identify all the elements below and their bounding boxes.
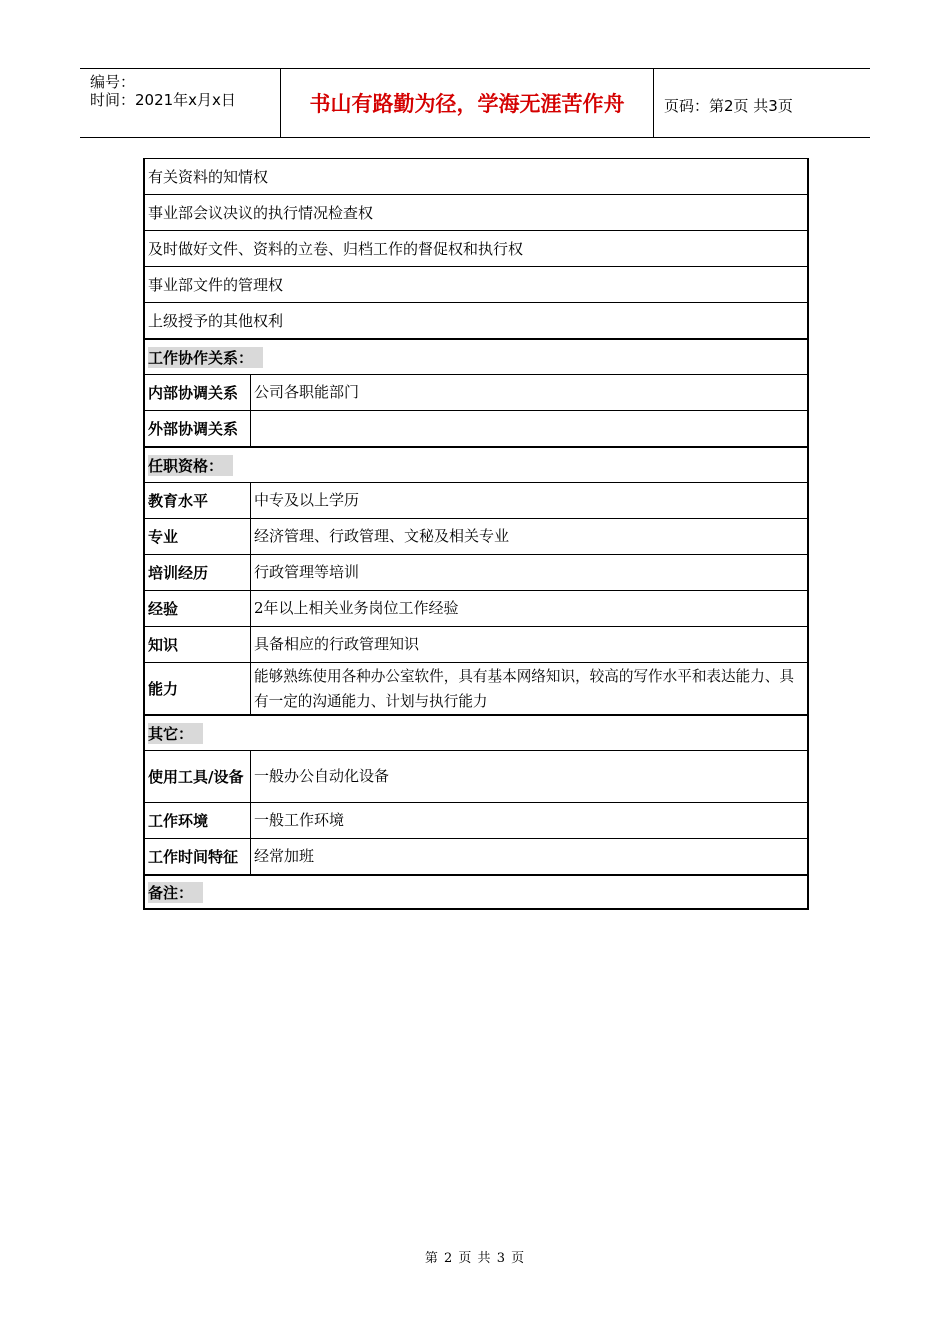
- row-label: 教育水平: [145, 483, 251, 518]
- row-label: 培训经历: [145, 555, 251, 590]
- section-cooperation: [145, 338, 807, 374]
- rights-row: [145, 266, 807, 302]
- section-title: 备注：: [145, 876, 807, 908]
- row-label: 内部协调关系: [145, 375, 251, 410]
- row-label: 能力: [145, 663, 251, 714]
- row-value: [251, 411, 807, 446]
- row-label: 工作环境: [145, 803, 251, 838]
- row-value: 一般工作环境: [254, 811, 345, 829]
- section-title: 其它：: [145, 716, 807, 750]
- row-value: 经济管理、行政管理、文秘及相关专业: [254, 527, 510, 545]
- row-label: 知识: [145, 627, 251, 662]
- header-page-info: 页码：第2页 共3页: [664, 97, 793, 115]
- table-row: [145, 662, 807, 714]
- header-motto: 书山有路勤为径，学海无涯苦作舟: [281, 69, 654, 137]
- table-row: [145, 626, 807, 662]
- table-row: [145, 518, 807, 554]
- section-qualification: [145, 446, 807, 482]
- section-title: 任职资格：: [145, 448, 807, 482]
- row-value: 公司各职能部门: [254, 383, 360, 401]
- rights-item: 事业部会议决议的执行情况检查权: [148, 204, 374, 222]
- row-label: 外部协调关系: [145, 411, 251, 446]
- rights-row: [145, 194, 807, 230]
- row-label: 经验: [145, 591, 251, 626]
- row-value: 一般办公自动化设备: [254, 767, 390, 785]
- row-value: 行政管理等培训: [254, 563, 360, 581]
- table-row: [145, 410, 807, 446]
- rights-row: [145, 302, 807, 338]
- table-row: [145, 554, 807, 590]
- row-value: 能够熟练使用各种办公室软件，具有基本网络知识，较高的写作水平和表达能力、具有一定的沟通能力、计划与执行能力: [254, 667, 794, 710]
- row-label: 工作时间特征: [145, 839, 251, 874]
- rights-item: 及时做好文件、资料的立卷、归档工作的督促权和执行权: [148, 240, 524, 258]
- table-row: [145, 590, 807, 626]
- document-time-label: 时间：2021年x月x日: [90, 91, 236, 109]
- row-value: 中专及以上学历: [254, 491, 360, 509]
- rights-item: 有关资料的知情权: [148, 168, 269, 186]
- table-row: [145, 374, 807, 410]
- rights-row: [145, 230, 807, 266]
- table-row: [145, 482, 807, 518]
- header-meta: [80, 69, 281, 137]
- table-row: [145, 802, 807, 838]
- rights-row: [145, 158, 807, 194]
- row-label: 使用工具/设备: [145, 751, 251, 802]
- job-description-table: [143, 158, 809, 910]
- page-footer: 第 2 页 共 3 页: [424, 1251, 526, 1266]
- row-value: 具备相应的行政管理知识: [254, 635, 420, 653]
- section-remarks: [145, 874, 807, 908]
- row-value: 经常加班: [254, 847, 315, 865]
- row-label: 专业: [145, 519, 251, 554]
- rights-item: 事业部文件的管理权: [148, 276, 284, 294]
- table-row: [145, 750, 807, 802]
- page-header: [80, 68, 870, 138]
- document-number-label: 编号：: [90, 73, 136, 91]
- section-title: 工作协作关系：: [145, 340, 807, 374]
- row-value: 2年以上相关业务岗位工作经验: [254, 599, 459, 617]
- section-other: [145, 714, 807, 750]
- rights-item: 上级授予的其他权利: [148, 312, 284, 330]
- table-row: [145, 838, 807, 874]
